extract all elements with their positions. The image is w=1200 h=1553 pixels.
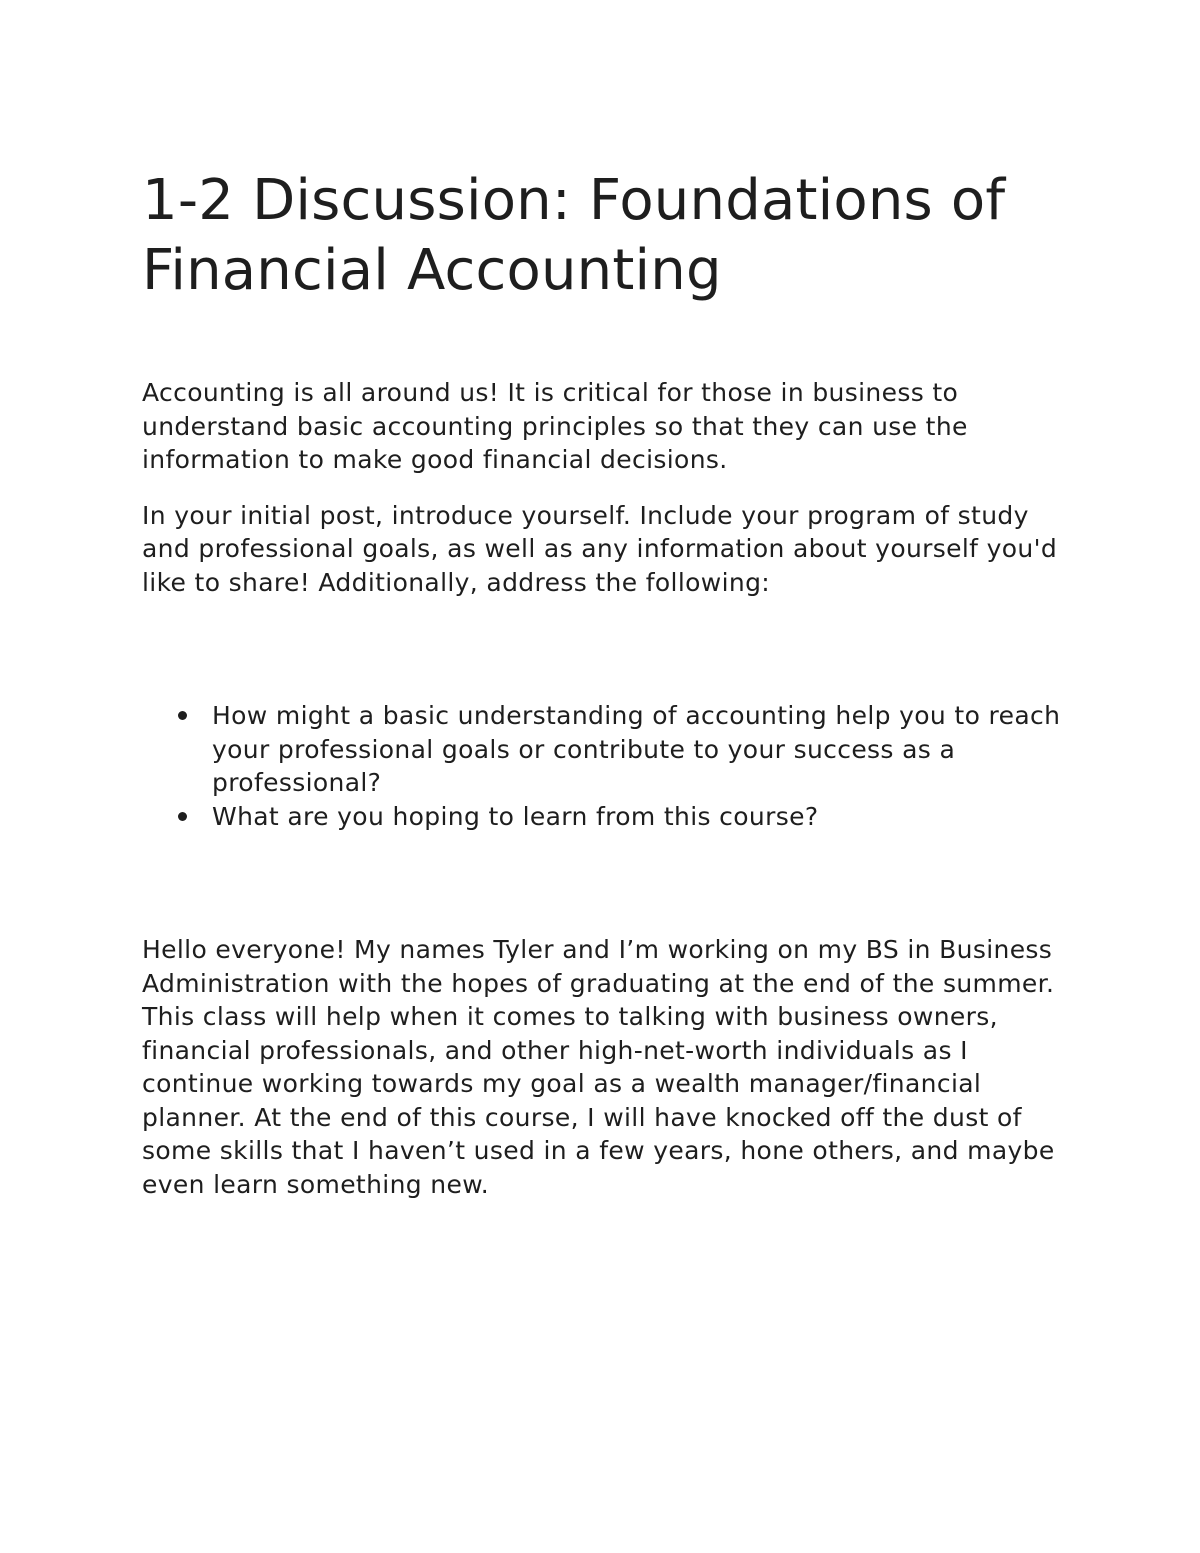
list-item: [142, 800, 1077, 834]
bullet-icon: [178, 812, 187, 821]
intro-paragraph: Accounting is all around us! It is critical for those in business to understand basic accounting principles so that they can use the information to make good financial decisions.: [142, 378, 968, 474]
prompt-paragraph: In your initial post, introduce yourself. Include your program of study and professional goals, as well as any information about yourself you'd like to share! Additionally, address the following:: [142, 500, 1058, 597]
list-item: [142, 699, 1077, 800]
question-list: [142, 699, 1077, 833]
response-paragraph: Hello everyone! My names Tyler and I’m working on my BS in Business Administration with the hopes of graduating at the end of the summer. This class will help when it comes to talking with business owners, financial professionals, and other high-net-worth individuals as I continue working towards my goal as a wealth manager/financial planner. At the end of this course, I will have knocked off the dust of some skills that I haven’t used in a few years, hone others, and maybe even learn something new.: [142, 935, 1055, 1199]
document-page: [142, 166, 1077, 1201]
document-title: 1-2 Discussion: Foundations of Financial Accounting: [142, 168, 1006, 303]
question-text: How might a basic understanding of accounting help you to reach your professional goals or contribute to your success as a professional?: [212, 701, 1061, 797]
bullet-icon: [178, 711, 187, 720]
question-text: What are you hoping to learn from this course?: [212, 801, 819, 831]
